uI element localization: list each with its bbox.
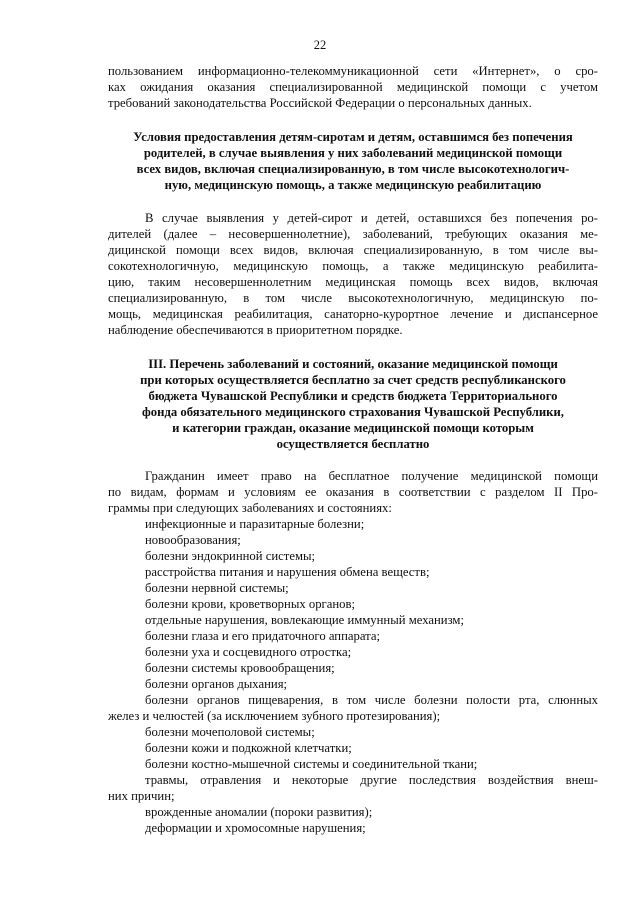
- list-item: болезни уха и сосцевидного отростка;: [145, 645, 352, 659]
- paragraph-line: сокотехнологичную, медицинскую помощь, а также медицинскую реабилита-: [108, 259, 598, 273]
- intro-line: ках ожидания оказания специализированной медицинской помощи с учетом: [108, 80, 598, 94]
- list-item: врожденные аномалии (пороки развития);: [145, 805, 373, 819]
- intro-line: требований законодательства Российской Федерации о персональных данных.: [108, 96, 532, 110]
- list-item: болезни костно-мышечной системы и соединительной ткани;: [145, 757, 478, 771]
- section-heading: Условия предоставления детям-сиротам и детям, оставшимся без попечения: [133, 130, 573, 144]
- list-item-continuation: желез и челюстей (за исключением зубного протезирования);: [108, 709, 441, 723]
- list-item: болезни органов пищеварения, в том числе болезни полости рта, слюнных: [145, 693, 598, 707]
- paragraph-line: наблюдение обеспечиваются в приоритетном порядке.: [108, 323, 403, 337]
- page-number: 22: [313, 38, 327, 52]
- paragraph-line: по видам, формам и условиям ее оказания в соответствии с разделом II Про-: [108, 485, 598, 499]
- list-item: болезни кожи и подкожной клетчатки;: [145, 741, 352, 755]
- section-heading: ную, медицинскую помощь, а также медицинскую реабилитацию: [164, 178, 542, 192]
- list-item: травмы, отравления и некоторые другие последствия воздействия внеш-: [145, 773, 598, 787]
- list-item: болезни системы кровообращения;: [145, 661, 335, 675]
- paragraph-line: граммы при следующих заболеваниях и состояниях:: [108, 501, 392, 515]
- section-heading: фонда обязательного медицинского страхования Чувашской Республики,: [142, 405, 564, 419]
- list-item: новообразования;: [145, 533, 241, 547]
- list-item: отдельные нарушения, вовлекающие иммунный механизм;: [145, 613, 464, 627]
- list-item-continuation: них причин;: [108, 789, 175, 803]
- list-item: болезни крови, кроветворных органов;: [145, 597, 356, 611]
- list-item: болезни эндокринной системы;: [145, 549, 316, 563]
- section-heading: родителей, в случае выявления у них заболеваний медицинской помощи: [143, 146, 563, 160]
- list-item: расстройства питания и нарушения обмена веществ;: [145, 565, 430, 579]
- list-item: деформации и хромосомные нарушения;: [145, 821, 366, 835]
- section-heading: всех видов, включая специализированную, в том числе высокотехнологич-: [136, 162, 570, 176]
- section-heading: при которых осуществляется бесплатно за счет средств республиканского: [140, 373, 566, 387]
- paragraph-line: дицинской помощи всех видов, включая специализированную, в том числе вы-: [108, 243, 598, 257]
- list-item: болезни нервной системы;: [145, 581, 289, 595]
- list-item: болезни мочеполовой системы;: [145, 725, 315, 739]
- list-item: инфекционные и паразитарные болезни;: [145, 517, 365, 531]
- section-heading: бюджета Чувашской Республики и средств бюджета Территориального: [148, 389, 558, 403]
- section-heading: осуществляется бесплатно: [276, 437, 430, 451]
- paragraph-line: специализированную, в том числе высокотехнологичную, медицинскую по-: [108, 291, 598, 305]
- list-item: болезни глаза и его придаточного аппарата;: [145, 629, 381, 643]
- intro-line: пользованием информационно-телекоммуникационной сети «Интернет», о сро-: [108, 64, 598, 78]
- paragraph-line: цию, таким несовершеннолетним медицинская помощь всех видов, включая: [108, 275, 598, 289]
- list-item: болезни органов дыхания;: [145, 677, 288, 691]
- paragraph-line: дителей (далее – несовершеннолетние), заболеваний, требующих оказания ме-: [108, 227, 598, 241]
- paragraph-line: мощь, медицинская реабилитация, санаторно-курортное лечение и диспансерное: [108, 307, 598, 321]
- paragraph-line: В случае выявления у детей-сирот и детей, оставшихся без попечения ро-: [145, 211, 598, 225]
- paragraph-line: Гражданин имеет право на бесплатное получение медицинской помощи: [145, 469, 598, 483]
- section-heading: III. Перечень заболеваний и состояний, оказание медицинской помощи: [148, 357, 558, 371]
- section-heading: и категории граждан, оказание медицинской помощи которым: [172, 421, 534, 435]
